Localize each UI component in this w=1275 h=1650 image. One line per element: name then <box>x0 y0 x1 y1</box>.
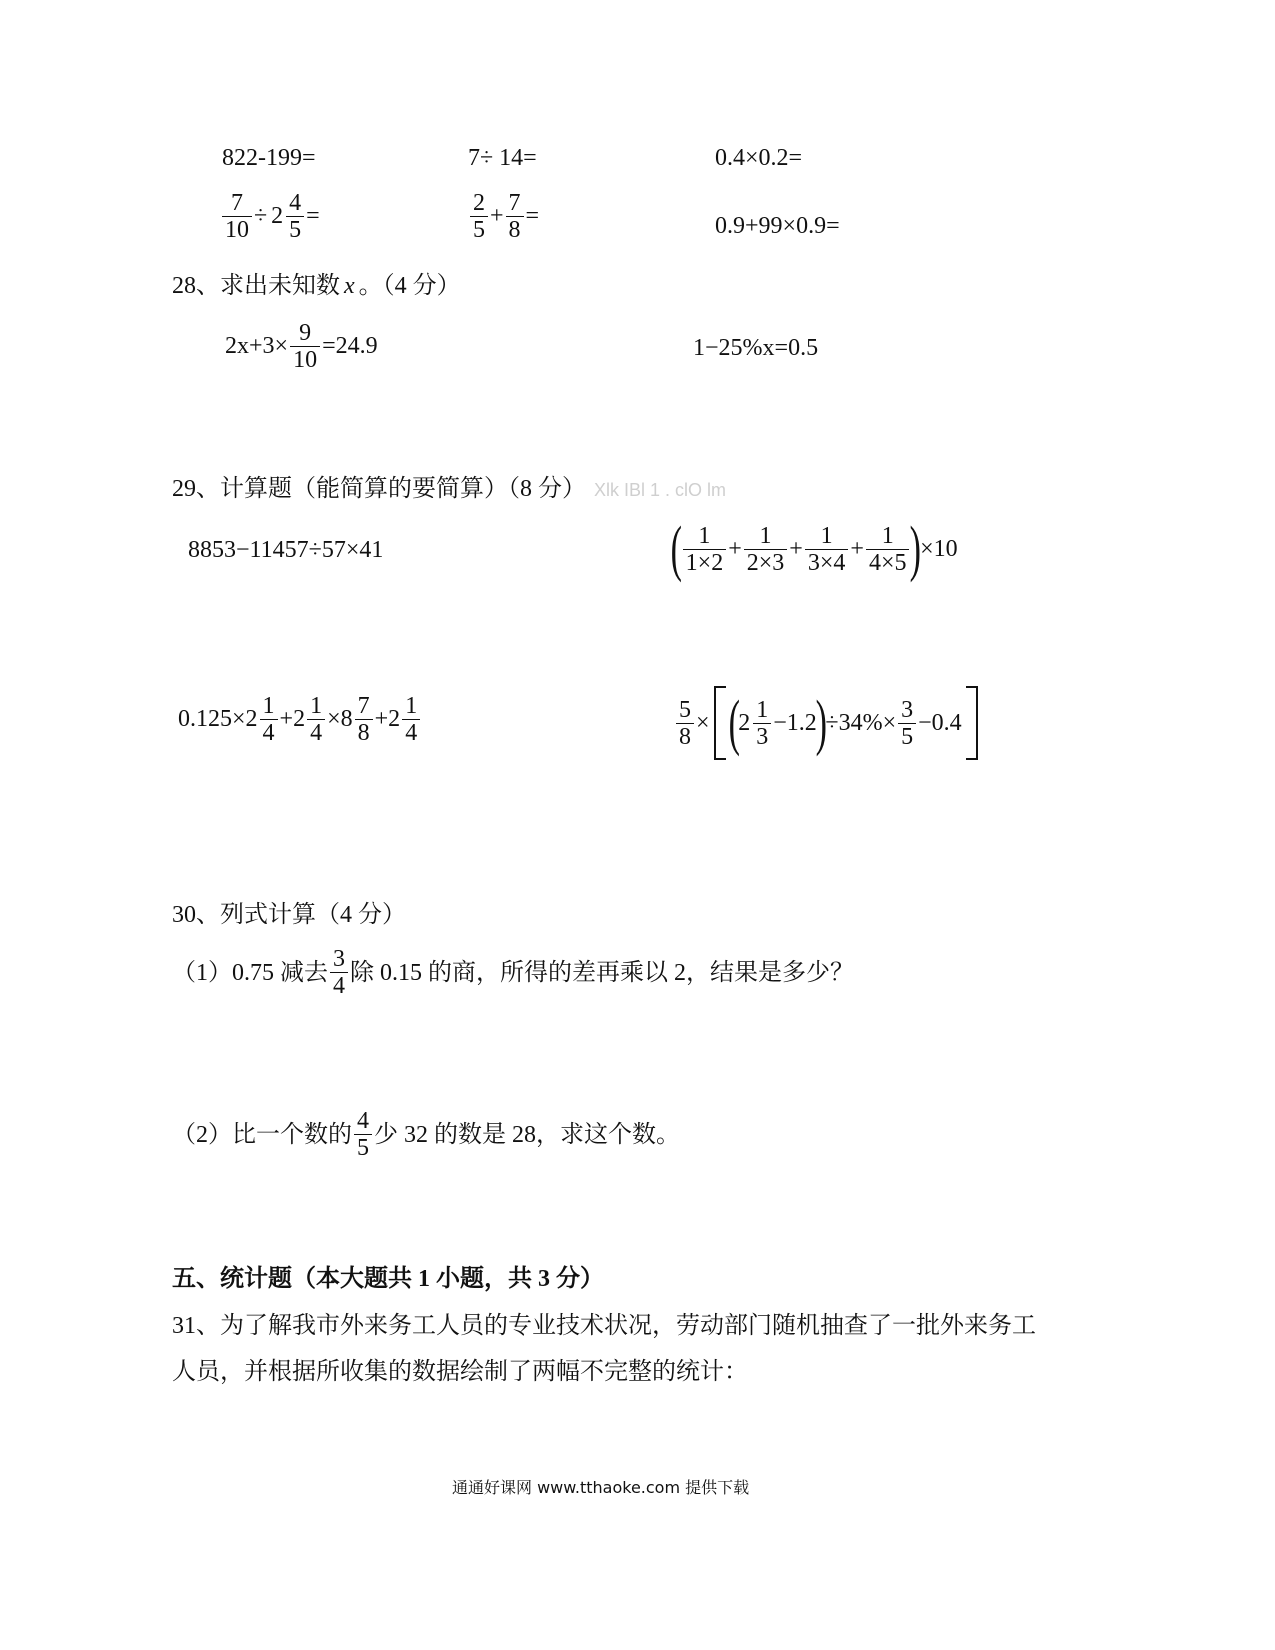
right-square-bracket <box>966 686 978 760</box>
calc-fraction-addition: $\frac{2}{5}$ + $\frac{7}{8}$ = <box>468 190 539 243</box>
watermark-text: Xlk IBl 1 . clO lm <box>594 480 727 500</box>
q29-title: 29、计算题（能简算的要简算）（8 分） Xlk IBl 1 . clO lm <box>172 476 727 502</box>
q29-expression-2: ( $\frac{1}{1\times 2}$ + $\frac{1}{2\times 3}$ + $\frac{1}{3\times 4}$ + $\frac{1}{4\times 5}$ ) ×10 <box>670 515 958 583</box>
page-footer: 通通好课网 www.tthaoke.com 提供下载 <box>452 1478 750 1497</box>
q30-part-1: （1）0.75 减去 $\frac{3}{4}$ 除 0.15 的商，所得的差再乘以 2，结果是多少？ <box>172 946 854 999</box>
q28-title: 28、求出未知数 x 。（4 分） <box>172 273 461 299</box>
q28-equation-2: 1−25%x=0.5 <box>693 335 819 361</box>
left-square-bracket <box>714 686 726 760</box>
q30-title: 30、列式计算（4 分） <box>172 902 406 928</box>
q29-expression-1: 8853−11457÷57×41 <box>188 537 384 563</box>
calc-7-div-14: 7÷ 14= <box>468 145 537 171</box>
calc-822-199: 822-199= <box>222 145 316 171</box>
q30-part-2: （2）比一个数的 $\frac{4}{5}$ 少 32 的数是 28，求这个数。 <box>172 1108 680 1161</box>
q28-equation-1: 2x+3× $\frac{9}{10}$ =24.9 <box>225 320 378 373</box>
q31-text-line-1: 31、为了解我市外来务工人员的专业技术状况，劳动部门随机抽查了一批外来务工 <box>172 1313 1036 1339</box>
section-5-title: 五、统计题（本大题共 1 小题，共 3 分） <box>172 1266 604 1292</box>
q31-text-line-2: 人员，并根据所收集的数据绘制了两幅不完整的统计： <box>172 1359 748 1385</box>
calc-mixed-division: $\frac{7}{10}$ ÷ 2 $\frac{4}{5}$ = <box>220 190 320 243</box>
calc-0.4x0.2: 0.4×0.2= <box>715 145 803 171</box>
q29-expression-3: 0.125×2 $\frac{1}{4}$ +2 $\frac{1}{4}$ ×8 $\frac{7}{8}$ +2 $\frac{1}{4}$ <box>178 693 422 746</box>
q29-expression-4: $\frac{5}{8}$ × ( 2 $\frac{1}{3}$ −1.2 ) ÷34%× $\frac{3}{5}$ −0.4 <box>674 686 982 760</box>
calc-0.9-99: 0.9+99×0.9= <box>715 213 840 239</box>
